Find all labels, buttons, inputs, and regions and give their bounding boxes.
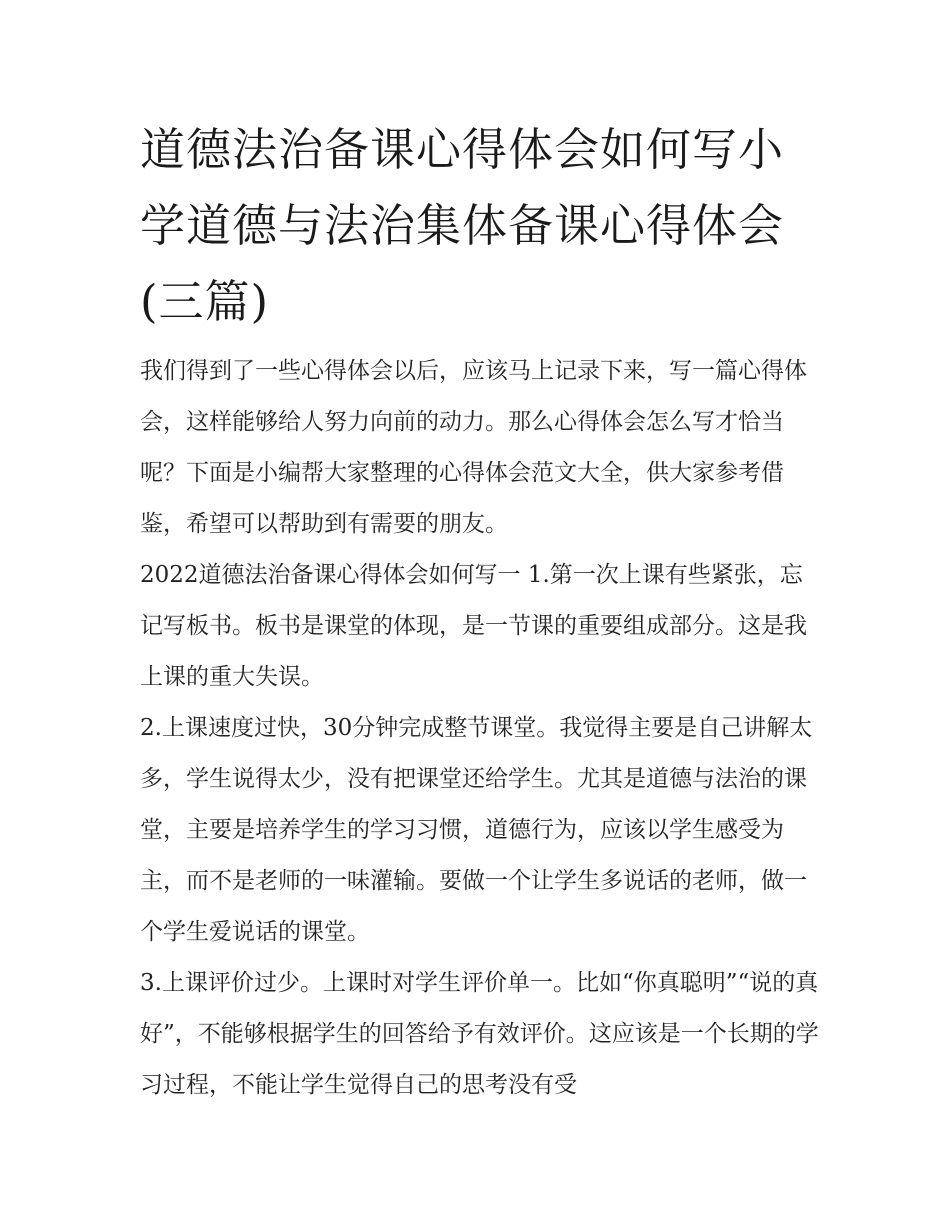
- document-body: [140, 112, 820, 1111]
- paragraph-point-3: 3.上课评价过少。上课时对学生评价单一。比如“你真聪明”“说的真好”，不能够根据学生的回答给予有效评价。这应该是一个长期的学习过程，不能让学生觉得自己的思考没有受: [140, 970, 819, 1098]
- paragraph-intro: 我们得到了一些心得体会以后，应该马上记录下来，写一篇心得体会，这样能够给人努力向前的动力。那么心得体会怎么写才恰当呢？下面是小编帮大家整理的心得体会范文大全，供大家参考借鉴，希望可以帮助到有需要的朋友。: [140, 358, 807, 537]
- paragraph-point-2: 2.上课速度过快，30分钟完成整节课堂。我觉得主要是自己讲解太多，学生说得太少，没有把课堂还给学生。尤其是道德与法治的课堂，主要是培养学生的学习习惯，道德行为，应该以学生感受为主，而不是老师的一味灌输。要做一个让学生多说话的老师，做一个学生爱说话的课堂。: [140, 715, 813, 945]
- paragraph-point-1: 2022道德法治备课心得体会如何写一 1.第一次上课有些紧张，忘记写板书。板书是课堂的体现，是一节课的重要组成部分。这是我上课的重大失误。: [140, 562, 807, 690]
- document-title: 道德法治备课心得体会如何写小学道德与法治集体备课心得体会(三篇): [140, 123, 785, 328]
